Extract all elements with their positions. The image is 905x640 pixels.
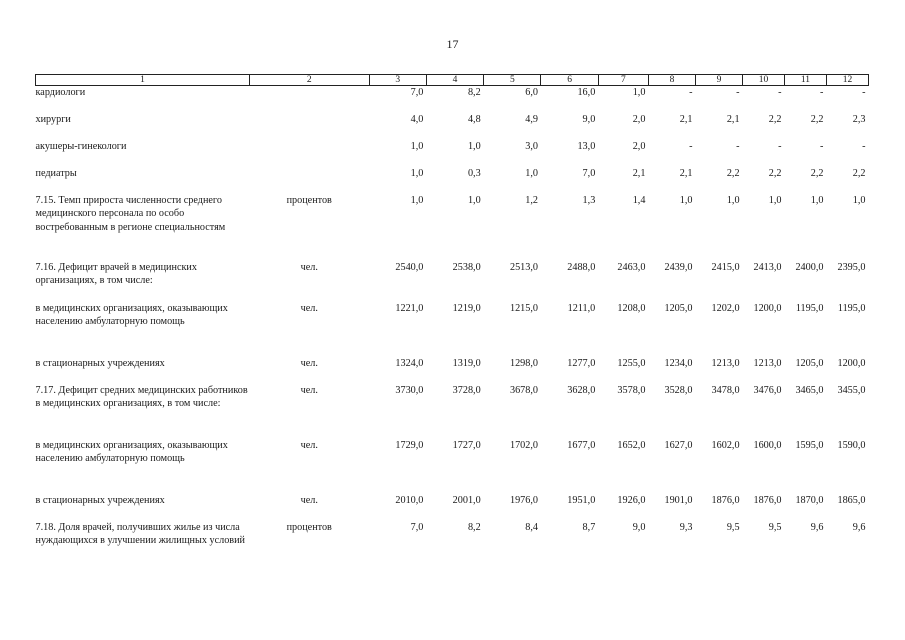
value-cell: 9,6	[810, 521, 824, 533]
row-unit: чел.	[300, 494, 318, 506]
row-unit	[249, 140, 369, 167]
column-header: 11	[785, 75, 827, 86]
value-cell: 1234,0	[664, 357, 693, 369]
row-label: хирурги	[35, 113, 71, 125]
table-row	[36, 494, 869, 521]
value-cell: 1729,0	[395, 439, 424, 451]
value-cell: 1219,0	[452, 302, 481, 314]
value-cell: 8,2	[467, 87, 481, 98]
value-cell: 1255,0	[617, 357, 646, 369]
value-cell: 3728,0	[452, 384, 481, 396]
column-header: 2	[249, 75, 369, 86]
value-cell: 1,0	[467, 194, 481, 206]
value-cell: 1652,0	[617, 439, 646, 451]
value-cell: 2439,0	[664, 261, 693, 273]
value-cell: 1,0	[410, 167, 424, 179]
table-row	[36, 439, 869, 494]
value-cell: 1865,0	[837, 494, 866, 506]
value-cell: 9,5	[768, 521, 782, 533]
row-label: 7.17. Дефицит средних медицинских работников в медицинских организациях, в том числе:	[35, 384, 248, 409]
value-cell: 2,1	[679, 167, 693, 179]
value-cell: 1,0	[467, 140, 481, 152]
value-cell: 1,0	[768, 194, 782, 206]
table-row	[36, 357, 869, 384]
value-cell: 2,3	[852, 113, 866, 125]
value-cell: 9,0	[632, 521, 646, 533]
table-body	[36, 86, 869, 571]
value-cell: 1,0	[632, 87, 646, 98]
row-label: 7.15. Темп прироста численности среднего медицинского персонала по особо востребованным в регионе специальностям	[35, 194, 226, 233]
row-unit: процентов	[286, 194, 332, 206]
value-cell: 4,9	[525, 113, 538, 125]
table-row	[36, 261, 869, 302]
value-cell: 2463,0	[617, 261, 646, 273]
header-row	[36, 75, 869, 86]
table-row	[36, 113, 869, 140]
table-row	[36, 86, 869, 113]
value-cell: 1200,0	[753, 302, 782, 314]
value-cell: 1602,0	[711, 439, 740, 451]
value-cell: -	[736, 140, 740, 152]
value-cell: 2,0	[632, 113, 646, 125]
value-cell: 1,0	[410, 140, 424, 152]
value-cell: 3578,0	[617, 384, 646, 396]
column-header: 1	[36, 75, 250, 86]
column-header: 7	[598, 75, 648, 86]
table-row	[36, 521, 869, 571]
value-cell: 2,2	[852, 167, 866, 179]
row-unit	[249, 86, 369, 113]
value-cell: 1213,0	[753, 357, 782, 369]
value-cell: 2395,0	[837, 261, 866, 273]
value-cell: 2413,0	[753, 261, 782, 273]
value-cell: 1298,0	[509, 357, 538, 369]
value-cell: 8,4	[525, 521, 538, 533]
row-label: 7.18. Доля врачей, получивших жилье из числа нуждающихся в улучшении жилищных условий	[35, 521, 246, 546]
value-cell: 3528,0	[664, 384, 693, 396]
value-cell: 1976,0	[509, 494, 538, 506]
value-cell: 1876,0	[711, 494, 740, 506]
value-cell: 2,1	[726, 113, 740, 125]
value-cell: -	[736, 87, 740, 98]
column-header: 5	[484, 75, 541, 86]
row-unit	[249, 167, 369, 194]
value-cell: 3730,0	[395, 384, 424, 396]
value-cell: 1,3	[582, 194, 596, 206]
value-cell: 1221,0	[395, 302, 424, 314]
row-label: в медицинских организациях, оказывающих населению амбулаторную помощь	[35, 439, 228, 464]
column-header: 9	[695, 75, 742, 86]
value-cell: 2,1	[632, 167, 646, 179]
value-cell: 1926,0	[617, 494, 646, 506]
column-header: 4	[426, 75, 483, 86]
value-cell: 2,2	[768, 113, 782, 125]
value-cell: 3678,0	[509, 384, 538, 396]
value-cell: 0,3	[467, 167, 481, 179]
row-label: кардиологи	[35, 87, 86, 98]
value-cell: 1,0	[525, 167, 538, 179]
value-cell: 1627,0	[664, 439, 693, 451]
value-cell: 8,7	[582, 521, 596, 533]
value-cell: 1324,0	[395, 357, 424, 369]
value-cell: 2488,0	[567, 261, 596, 273]
value-cell: 1319,0	[452, 357, 481, 369]
value-cell: 3455,0	[837, 384, 866, 396]
value-cell: 1876,0	[753, 494, 782, 506]
value-cell: 2,0	[632, 140, 646, 152]
value-cell: 1,0	[679, 194, 693, 206]
row-unit: чел.	[300, 439, 318, 451]
value-cell: 1205,0	[795, 357, 824, 369]
value-cell: 9,3	[679, 521, 693, 533]
table-row	[36, 194, 869, 261]
value-cell: -	[862, 87, 866, 98]
value-cell: 2001,0	[452, 494, 481, 506]
table-row	[36, 167, 869, 194]
value-cell: 3465,0	[795, 384, 824, 396]
value-cell: -	[778, 87, 782, 98]
value-cell: 1211,0	[567, 302, 596, 314]
value-cell: -	[820, 87, 824, 98]
value-cell: 1213,0	[711, 357, 740, 369]
value-cell: -	[862, 140, 866, 152]
value-cell: 1727,0	[452, 439, 481, 451]
table-row	[36, 140, 869, 167]
value-cell: 1677,0	[567, 439, 596, 451]
value-cell: 3476,0	[753, 384, 782, 396]
value-cell: 1202,0	[711, 302, 740, 314]
row-unit: чел.	[300, 261, 318, 273]
row-unit: чел.	[300, 384, 318, 396]
value-cell: 4,0	[410, 113, 424, 125]
value-cell: 1277,0	[567, 357, 596, 369]
value-cell: 1200,0	[837, 357, 866, 369]
row-label: акушеры-гинекологи	[35, 140, 127, 152]
value-cell: 9,5	[726, 521, 740, 533]
row-unit: чел.	[300, 302, 318, 314]
value-cell: 2400,0	[795, 261, 824, 273]
value-cell: 6,0	[525, 87, 538, 98]
value-cell: 2,2	[768, 167, 782, 179]
column-header: 8	[648, 75, 695, 86]
value-cell: 9,6	[852, 521, 866, 533]
value-cell: 1590,0	[837, 439, 866, 451]
value-cell: 1951,0	[567, 494, 596, 506]
value-cell: 2010,0	[395, 494, 424, 506]
value-cell: 1702,0	[509, 439, 538, 451]
row-label: в стационарных учреждениях	[35, 494, 165, 506]
row-unit	[249, 113, 369, 140]
value-cell: 1,0	[726, 194, 740, 206]
value-cell: 1195,0	[837, 302, 866, 314]
value-cell: -	[778, 140, 782, 152]
value-cell: -	[820, 140, 824, 152]
column-header: 10	[743, 75, 785, 86]
value-cell: 9,0	[582, 113, 596, 125]
value-cell: 2415,0	[711, 261, 740, 273]
value-cell: 1,0	[810, 194, 824, 206]
value-cell: 3628,0	[567, 384, 596, 396]
row-label: педиатры	[35, 167, 77, 179]
value-cell: 1,0	[852, 194, 866, 206]
table-row	[36, 384, 869, 439]
value-cell: 1,4	[632, 194, 646, 206]
value-cell: 3,0	[525, 140, 538, 152]
value-cell: 7,0	[582, 167, 596, 179]
table-header	[36, 75, 869, 86]
column-header: 3	[369, 75, 426, 86]
value-cell: 13,0	[577, 140, 596, 152]
value-cell: 1195,0	[795, 302, 824, 314]
value-cell: 2,2	[726, 167, 740, 179]
value-cell: 1600,0	[753, 439, 782, 451]
value-cell: 16,0	[577, 87, 596, 98]
column-header: 6	[541, 75, 598, 86]
value-cell: 1208,0	[617, 302, 646, 314]
value-cell: 4,8	[467, 113, 481, 125]
value-cell: 2513,0	[509, 261, 538, 273]
row-label: в стационарных учреждениях	[35, 357, 165, 369]
value-cell: 2540,0	[395, 261, 424, 273]
value-cell: 1595,0	[795, 439, 824, 451]
value-cell: 2,2	[810, 113, 824, 125]
value-cell: 7,0	[410, 87, 424, 98]
row-label: 7.16. Дефицит врачей в медицинских организациях, в том числе:	[35, 261, 197, 286]
value-cell: 2,2	[810, 167, 824, 179]
value-cell: 1205,0	[664, 302, 693, 314]
row-label: в медицинских организациях, оказывающих населению амбулаторную помощь	[35, 302, 228, 327]
value-cell: 2,1	[679, 113, 693, 125]
value-cell: -	[689, 87, 693, 98]
column-header: 12	[826, 75, 868, 86]
value-cell: 8,2	[467, 521, 481, 533]
value-cell: 2538,0	[452, 261, 481, 273]
row-unit: чел.	[300, 357, 318, 369]
value-cell: 1215,0	[509, 302, 538, 314]
indicators-table	[35, 74, 869, 571]
value-cell: 3478,0	[711, 384, 740, 396]
value-cell: 1,2	[525, 194, 538, 206]
value-cell: 7,0	[410, 521, 424, 533]
page-number: 17	[446, 37, 459, 51]
value-cell: -	[689, 140, 693, 152]
value-cell: 1,0	[410, 194, 424, 206]
value-cell: 1870,0	[795, 494, 824, 506]
table-row	[36, 302, 869, 357]
value-cell: 1901,0	[664, 494, 693, 506]
row-unit: процентов	[286, 521, 332, 533]
